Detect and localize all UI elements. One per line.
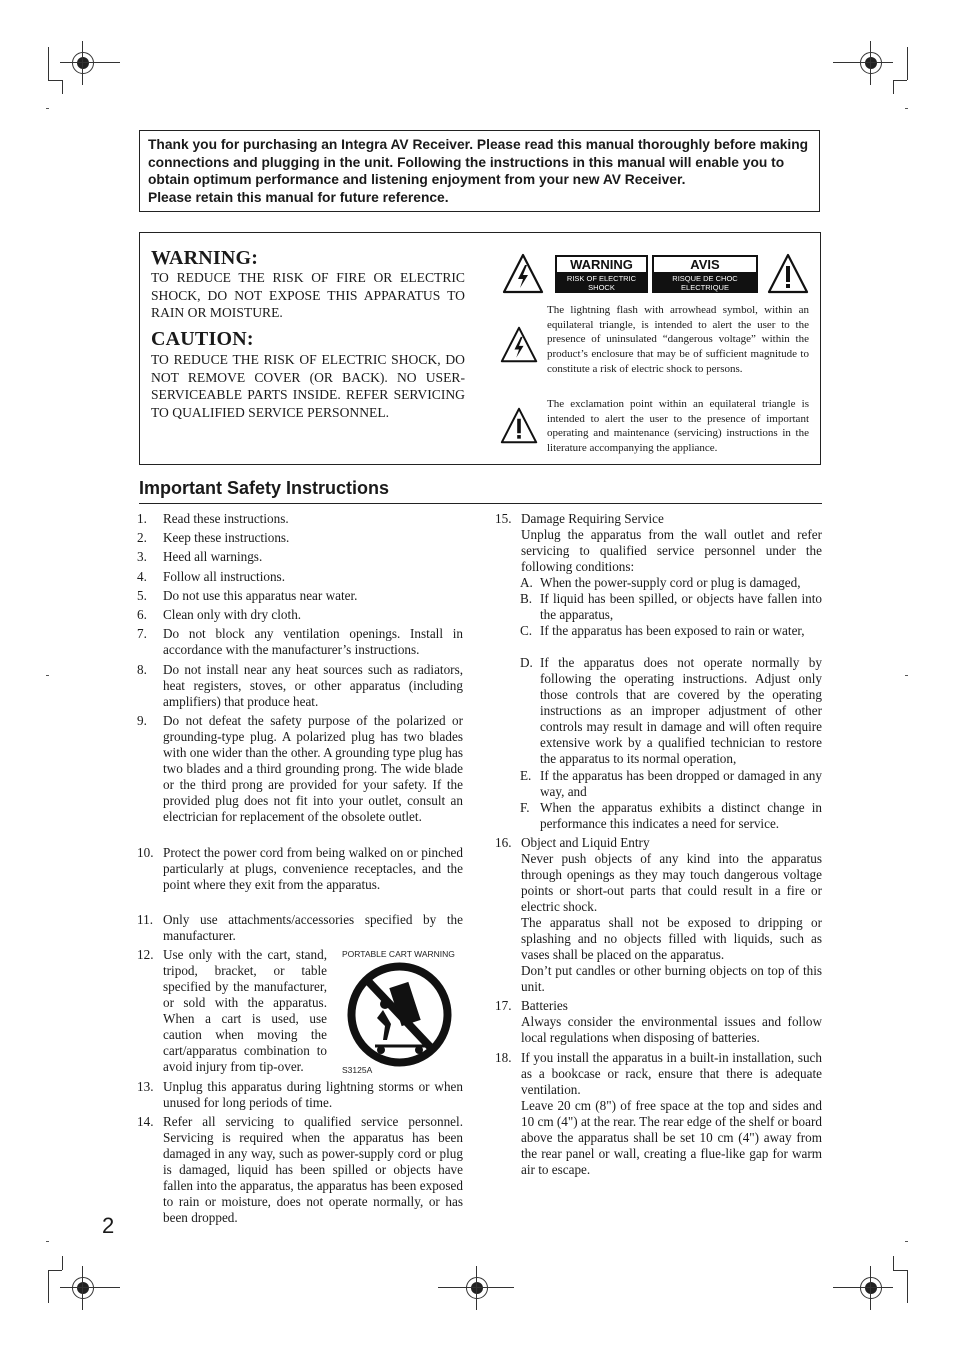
list-item: 6. Clean only with dry cloth.: [137, 607, 302, 622]
list-item: 8. Do not install near any heat sources such as radiators, heat registers, stoves, or other apparatus (including amplifiers) that produce heat.: [137, 662, 463, 709]
sub-item: F. When the apparatus exhibits a distinct change in performance this indicates a need for service.: [520, 800, 822, 831]
edge-tick: [46, 675, 49, 676]
list-item: 7. Do not block any ventilation openings. Install in accordance with the manufacturer’s instructions.: [137, 626, 463, 657]
crop-mark: [48, 47, 49, 80]
intro-box: [139, 130, 820, 212]
page-number: 2: [102, 1213, 115, 1238]
crop-mark: [907, 1270, 908, 1303]
cart-warning-caption: PORTABLE CART WARNING: [342, 949, 455, 959]
list-item-ventilation: 18. If you install the apparatus in a built-in installation, such as a bookcase or rack, ensure that there is adequate ventilation. Leave 20 cm (8") of free space at the top and sides and 10 cm (4") at the rear. The rear edge of the shelf or board above the apparatus shall be set 10 cm (4") away from the rear panel or wall, creating a flue-like gap for warm air to escape.: [495, 1050, 822, 1177]
section-divider: [139, 503, 822, 504]
registration-line: [438, 1287, 514, 1288]
warning-text: TO REDUCE THE RISK OF FIRE OR ELECTRIC SHOCK, DO NOT EXPOSE THIS APPARATUS TO RAIN OR MOISTURE.: [151, 270, 465, 321]
warning-label-title: WARNING: [556, 256, 647, 273]
registration-mark-top-right: [860, 52, 882, 74]
list-item: 9. Do not defeat the safety purpose of the polarized or grounding-type plug. A polarized plug has two blades with one wider than the other. A grounding type plug has two blades and a third grounding prong. The wide blade or the third prong are provided for your safety. If the provided plug does not fit into your outlet, consult an electrician for replacement of the obsolete outlet.: [137, 713, 463, 824]
list-item: 3. Heed all warnings.: [137, 549, 263, 564]
edge-tick: [46, 1241, 49, 1242]
caution-title: CAUTION:: [151, 328, 254, 350]
exclamation-triangle-icon: [767, 253, 809, 295]
intro-retain-note: Please retain this manual for future reference.: [148, 189, 449, 205]
list-item: 5. Do not use this apparatus near water.: [137, 588, 358, 603]
avis-label-line1: RISQUE DE CHOC ELECTRIQUE: [672, 274, 738, 292]
registration-line: [833, 1287, 893, 1288]
exclamation-triangle-icon: [500, 407, 538, 445]
cart-tip-over-icon: [347, 962, 452, 1067]
sub-item: E. If the apparatus has been dropped or damaged in any way, and: [520, 768, 822, 799]
crop-mark: [907, 47, 908, 80]
crop-mark: [893, 80, 894, 94]
crop-mark: [48, 1270, 62, 1271]
crop-mark: [62, 1256, 63, 1270]
warning-title: WARNING:: [151, 247, 259, 269]
list-item: 12. Use only with the cart, stand, tripod, bracket, or table specified by the manufacturer, or sold with the apparatus. When a cart is used, use caution when moving the cart/apparatus combination to avoid injury from tip-over.: [137, 947, 327, 1074]
avis-label: [652, 255, 758, 302]
registration-mark-bottom-right: [860, 1277, 882, 1299]
sub-item: B. If liquid has been spilled, or objects have fallen into the apparatus,: [520, 591, 822, 622]
crop-mark: [893, 80, 907, 81]
crop-mark: [893, 1256, 894, 1270]
edge-tick: [905, 675, 908, 676]
lightning-triangle-icon: [502, 253, 544, 295]
registration-line: [60, 1287, 120, 1288]
warning-label-line1: RISK OF ELECTRIC SHOCK: [566, 274, 637, 292]
cart-code: S3125A: [342, 1065, 373, 1075]
crop-mark: [62, 80, 63, 94]
lightning-triangle-icon: [500, 326, 538, 364]
list-item-object-liquid-entry: 16. Object and Liquid Entry Never push objects of any kind into the apparatus through openings as they may touch dangerous voltage points or short-out parts that could result in a fire or electric shock. The apparatus shall not be exposed to dripping or splashing and no objects filled with liquids, such as vases shall be placed on the apparatus. Don’t put candles or other burning objects on top of this unit.: [495, 835, 822, 994]
registration-mark-bottom-left: [72, 1277, 94, 1299]
list-item: 2. Keep these instructions.: [137, 530, 290, 545]
warning-label: [555, 255, 648, 302]
sub-item: D. If the apparatus does not operate normally by following the operating instructions. Adjust only those controls that are covered by the operating instructions as an improper adjustment of other controls may result in damage and will often require extensive work by a qualified technician to restore the apparatus to its normal operation,: [520, 655, 822, 766]
list-item-damage-requiring-service: 15. Damage Requiring Service Unplug the apparatus from the wall outlet and refer servicing to qualified service personnel under the following conditions:: [495, 511, 822, 574]
section-title: Important Safety Instructions: [139, 478, 390, 498]
avis-label-line2: NE PAS OUVRIR: [675, 293, 735, 302]
sub-item: A. When the power-supply cord or plug is damaged,: [520, 575, 801, 590]
lightning-symbol-description: The lightning flash with arrowhead symbol, within an equilateral triangle, is intended to alert the user to the presence of uninsulated “dangerous voltage” within the product’s enclosure that may be of sufficient magnitude to constitute a risk of electric shock to persons.: [547, 304, 809, 375]
sub-item: C. If the apparatus has been exposed to rain or water,: [520, 623, 805, 638]
list-item: 1. Read these instructions.: [137, 511, 289, 526]
list-item: 4. Follow all instructions.: [137, 569, 285, 584]
registration-mark-top-left: [72, 52, 94, 74]
edge-tick: [905, 108, 908, 109]
crop-mark: [48, 1270, 49, 1303]
list-item-batteries: 17. Batteries Always consider the environmental issues and follow local regulations when disposing of batteries.: [495, 998, 822, 1045]
caution-text: TO REDUCE THE RISK OF ELECTRIC SHOCK, DO NOT REMOVE COVER (OR BACK). NO USER-SERVICEABLE PARTS INSIDE. REFER SERVICING TO QUALIFIED SERVICE PERSONNEL.: [151, 352, 465, 420]
list-item: 10. Protect the power cord from being walked on or pinched particularly at plugs, convenience receptacles, and the point where they exit from the apparatus.: [137, 845, 463, 892]
registration-line: [833, 62, 893, 63]
list-item: 13. Unplug this apparatus during lightning storms or when unused for long periods of time.: [137, 1079, 463, 1110]
registration-mark-bottom-center: [466, 1277, 488, 1299]
list-item: 11. Only use attachments/accessories specified by the manufacturer.: [137, 912, 463, 943]
warning-label-line2: DO NOT OPEN: [575, 293, 628, 302]
list-item: 14. Refer all servicing to qualified service personnel. Servicing is required when the apparatus has been damaged in any way, such as power-supply cord or plug is damaged, liquid has been spilled or objects have fallen into the apparatus, the apparatus has been exposed to rain or moisture, does not operate normally, or has been dropped.: [137, 1114, 463, 1225]
edge-tick: [46, 108, 49, 109]
crop-mark: [48, 80, 62, 81]
exclamation-symbol-description: The exclamation point within an equilateral triangle is intended to alert the user to the presence of important operating and maintenance (servicing) instructions in the literature accompanying the appliance.: [547, 398, 809, 455]
intro-text: Thank you for purchasing an Integra AV Receiver. Please read this manual thoroughly before making connections and plugging in the unit. Following the instructions in this manual will enable you to obtain optimum performance and listening enjoyment from your new AV Receiver.: [148, 137, 809, 188]
avis-label-title: AVIS: [653, 256, 757, 273]
edge-tick: [905, 1241, 908, 1242]
crop-mark: [893, 1270, 907, 1271]
warning-box: [139, 232, 821, 465]
registration-line: [60, 62, 120, 63]
